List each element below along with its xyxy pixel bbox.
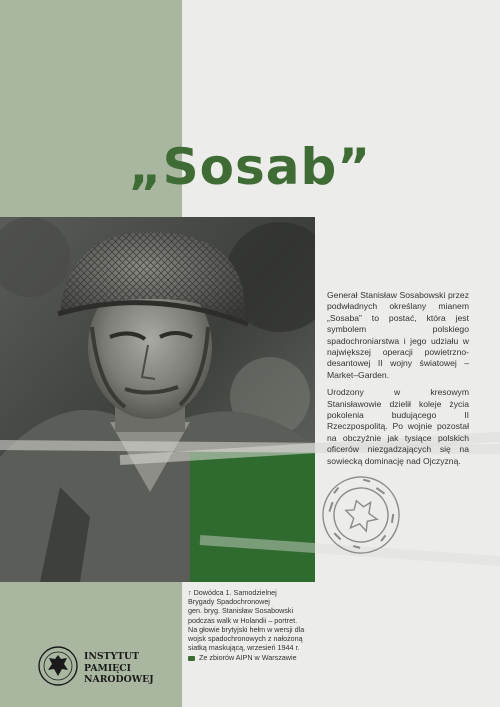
logo-line: PAMIĘCI	[84, 662, 132, 674]
photo-caption	[188, 588, 316, 663]
ipn-logo-text	[84, 651, 154, 686]
description-text	[327, 290, 469, 473]
arrow-up-icon: ↑	[188, 588, 192, 597]
caption-line-text: Dowódca 1. Samodzielnej	[193, 588, 277, 597]
caption-line: Brygady Spadochronowej	[188, 597, 270, 607]
caption-source-text: Ze zbiorów AIPN w Warszawie	[199, 653, 297, 663]
page-title: „Sosab”	[128, 138, 372, 196]
caption-line: wojsk spadochronowych z nałożoną	[188, 634, 303, 644]
description-paragraph: Generał Stanisław Sosabowski przez podwładnych określany mianem „Sosaba” to postać, która jest symbolem polskiego spadochroniarstwa i jego udziału w największej operacji powietrzno-desantowej II wojny światowej – Market–Garden.	[327, 290, 469, 380]
logo-line: INSTYTUT	[84, 651, 140, 662]
green-accent-block	[190, 452, 315, 582]
description-paragraph: Urodzony w kresowym Stanisławowie dzielił koleje życia pokolenia budującego II Rzeczpospolitą. Po wojnie pozostał na obczyźnie jak tysiące polskich oficerów niezgadzających się na sowiecką dominację nad Ojczyzną.	[327, 387, 469, 466]
caption-line: siatką maskującą, wrzesień 1944 r.	[188, 643, 300, 653]
caption-line: Na głowie brytyjski hełm w wersji dla	[188, 624, 305, 634]
eagle-emblem-icon	[38, 646, 78, 686]
caption-line: gen. bryg. Stanisław Sosabowski	[188, 606, 294, 616]
caption-line	[188, 588, 316, 597]
logo-line: NARODOWEJ	[84, 674, 154, 686]
brigade-stamp-icon	[318, 472, 404, 558]
camera-icon	[188, 656, 195, 661]
caption-source	[188, 653, 316, 662]
caption-line: podczas walk w Holandii – portret.	[188, 615, 298, 625]
